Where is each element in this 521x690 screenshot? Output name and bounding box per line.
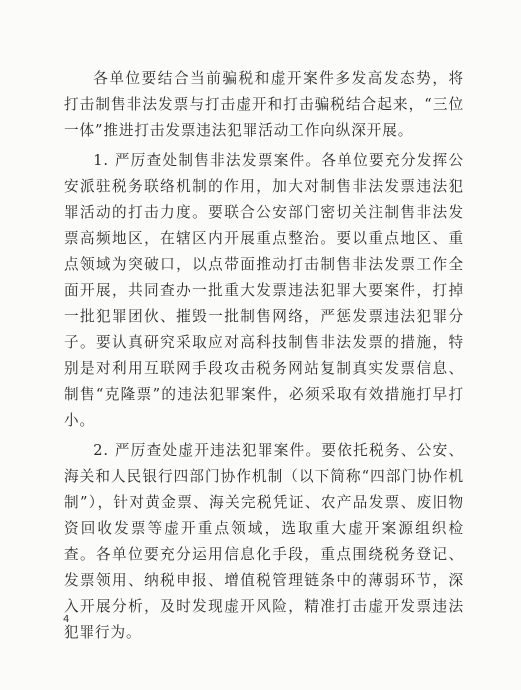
- page-number: 4: [63, 614, 70, 625]
- paragraph-item-2: 2. 严厉查处虚开违法犯罪案件。要依托税务、公安、海关和人民银行四部门协作机制（以下简称“四部门协作机制”），针对黄金票、海关完税凭证、农产品发票、废旧物资回收发票等虚开重点领域，选取重大虚开案源组织检查。各单位要充分运用信息化手段，重点围绕税务登记、发票领用、纳税申报、增值税管理链条中的薄弱环节，深入开展分析，及时发现虚开风险，精准打击虚开发票违法犯罪行为。: [64, 442, 464, 641]
- paragraph-intro: 各单位要结合当前骗税和虚开案件多发高发态势，将打击制售非法发票与打击虚开和打击骗税结合起来，“三位一体”推进打击发票违法犯罪活动工作向纵深开展。: [64, 70, 464, 139]
- paragraph-item-1: 1. 严厉查处制售非法发票案件。各单位要充分发挥公安派驻税务联络机制的作用，加大对制售非法发票违法犯罪活动的打击力度。要联合公安部门密切关注制售非法发票高频地区，在辖区内开展重点整治。要以重点地区、重点领域为突破口，以点带面推动打击制售非法发票工作全面开展，共同查办一批重大发票违法犯罪大要案件，打掉一批犯罪团伙、摧毁一批制售网络，严惩发票违法犯罪分子。要认真研究采取应对高科技制售非法发票的措施，特别是对利用互联网手段攻击税务网站复制真实发票信息、制售“克隆票”的违法犯罪案件，必须采取有效措施打早打小。: [64, 152, 464, 429]
- document-body: [64, 66, 464, 646]
